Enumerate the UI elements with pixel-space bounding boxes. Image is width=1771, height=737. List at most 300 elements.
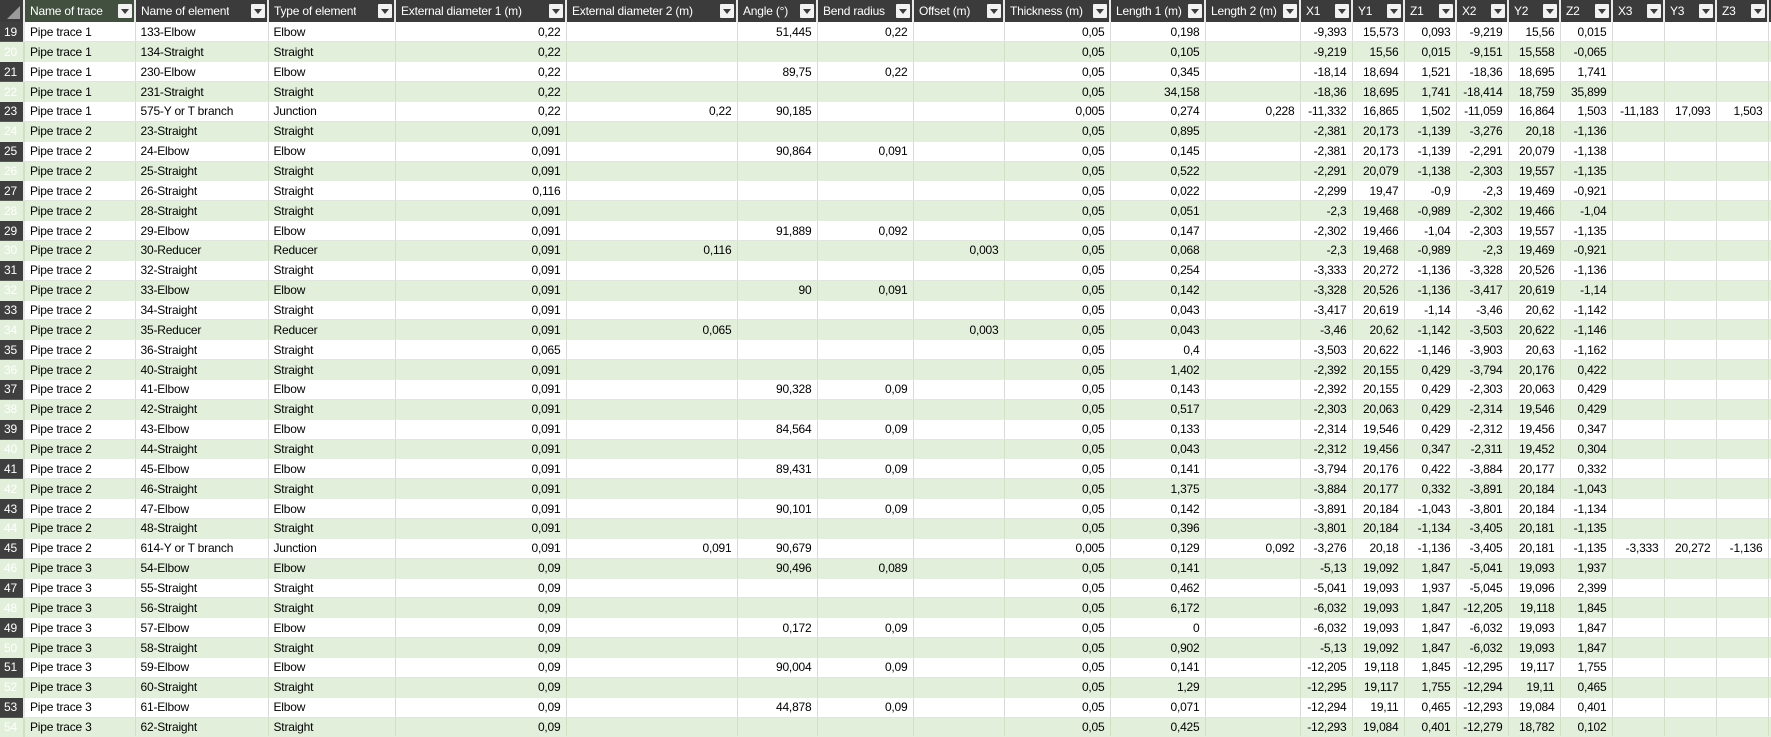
cell[interactable]: 2,399 <box>1560 578 1612 598</box>
cell[interactable]: 0,091 <box>395 459 566 479</box>
cell[interactable]: Straight <box>268 638 395 658</box>
cell[interactable] <box>913 360 1004 380</box>
cell[interactable]: 20,622 <box>1352 340 1404 360</box>
cell[interactable]: 0,092 <box>817 221 913 241</box>
cell[interactable] <box>1664 82 1716 102</box>
cell[interactable]: -3,328 <box>1456 260 1508 280</box>
row-header[interactable]: 43 <box>0 499 24 519</box>
cell[interactable]: 20,184 <box>1508 499 1560 519</box>
cell[interactable]: 19,093 <box>1508 558 1560 578</box>
cell[interactable]: 0,902 <box>1110 638 1205 658</box>
cell[interactable]: 0,003 <box>913 240 1004 260</box>
cell[interactable]: -1,136 <box>1716 538 1768 558</box>
cell[interactable]: 0,091 <box>395 161 566 181</box>
cell[interactable] <box>566 618 737 638</box>
cell[interactable] <box>817 399 913 419</box>
cell[interactable]: Straight <box>268 399 395 419</box>
cell[interactable] <box>737 399 817 419</box>
cell[interactable]: Pipe trace 2 <box>24 141 135 161</box>
cell[interactable]: 0,09 <box>395 717 566 737</box>
cell[interactable]: -12,279 <box>1456 717 1508 737</box>
cell[interactable]: 575-Y or T branch <box>135 101 268 121</box>
cell[interactable]: 0,147 <box>1110 221 1205 241</box>
cell[interactable]: -2,3 <box>1456 240 1508 260</box>
cell[interactable]: 19,47 <box>1352 181 1404 201</box>
cell[interactable]: 15,558 <box>1508 42 1560 62</box>
cell[interactable] <box>1664 240 1716 260</box>
cell[interactable]: 0,462 <box>1110 578 1205 598</box>
cell[interactable]: -2,312 <box>1300 439 1352 459</box>
cell[interactable]: 0,091 <box>395 201 566 221</box>
row-header[interactable]: 26 <box>0 161 24 181</box>
cell[interactable]: Pipe trace 3 <box>24 618 135 638</box>
cell[interactable]: 0,254 <box>1110 260 1205 280</box>
cell[interactable]: 614-Y or T branch <box>135 538 268 558</box>
cell[interactable] <box>1205 221 1300 241</box>
cell[interactable] <box>1612 677 1664 697</box>
cell[interactable] <box>1612 459 1664 479</box>
cell[interactable]: -3,794 <box>1456 360 1508 380</box>
cell[interactable]: 0,05 <box>1004 320 1110 340</box>
column-header-length-1-m[interactable] <box>1110 0 1205 22</box>
cell[interactable]: Straight <box>268 121 395 141</box>
cell[interactable]: 23-Straight <box>135 121 268 141</box>
cell[interactable]: -1,14 <box>1404 300 1456 320</box>
cell[interactable]: 19,084 <box>1352 717 1404 737</box>
cell[interactable] <box>1664 499 1716 519</box>
cell[interactable]: 90,185 <box>737 101 817 121</box>
cell[interactable]: -3,903 <box>1456 340 1508 360</box>
row-header[interactable]: 42 <box>0 479 24 499</box>
cell[interactable]: -9,393 <box>1300 22 1352 42</box>
cell[interactable]: -2,291 <box>1300 161 1352 181</box>
cell[interactable]: Pipe trace 2 <box>24 419 135 439</box>
cell[interactable]: 19,093 <box>1352 598 1404 618</box>
cell[interactable]: 1,502 <box>1404 101 1456 121</box>
cell[interactable]: 60-Straight <box>135 677 268 697</box>
cell[interactable]: 0,091 <box>395 260 566 280</box>
cell[interactable] <box>1664 518 1716 538</box>
cell[interactable]: 0,429 <box>1404 379 1456 399</box>
cell[interactable]: 20,184 <box>1352 499 1404 519</box>
cell[interactable]: 0,09 <box>395 658 566 678</box>
cell[interactable] <box>737 638 817 658</box>
cell[interactable] <box>1205 459 1300 479</box>
cell[interactable] <box>1664 22 1716 42</box>
cell[interactable]: 0,22 <box>395 22 566 42</box>
cell[interactable]: Pipe trace 3 <box>24 697 135 717</box>
cell[interactable] <box>913 558 1004 578</box>
cell[interactable] <box>737 598 817 618</box>
cell[interactable]: -3,333 <box>1612 538 1664 558</box>
cell[interactable]: 0,465 <box>1404 697 1456 717</box>
cell[interactable]: 90 <box>737 280 817 300</box>
cell[interactable]: 0,05 <box>1004 558 1110 578</box>
cell[interactable]: 84,564 <box>737 419 817 439</box>
row-header[interactable]: 53 <box>0 697 24 717</box>
cell[interactable] <box>566 578 737 598</box>
cell[interactable] <box>1664 638 1716 658</box>
filter-dropdown-icon[interactable] <box>1595 4 1609 18</box>
cell[interactable] <box>1664 618 1716 638</box>
cell[interactable] <box>1664 121 1716 141</box>
cell[interactable]: 20,184 <box>1352 518 1404 538</box>
column-header-x1[interactable] <box>1300 0 1352 22</box>
cell[interactable]: -3,276 <box>1456 121 1508 141</box>
cell[interactable]: 19,117 <box>1352 677 1404 697</box>
cell[interactable]: 40-Straight <box>135 360 268 380</box>
cell[interactable] <box>1716 518 1768 538</box>
cell[interactable] <box>737 300 817 320</box>
cell[interactable]: 0,091 <box>395 499 566 519</box>
cell[interactable] <box>566 161 737 181</box>
cell[interactable]: 0,429 <box>1560 399 1612 419</box>
cell[interactable] <box>566 141 737 161</box>
cell[interactable]: -12,295 <box>1456 658 1508 678</box>
cell[interactable] <box>913 181 1004 201</box>
cell[interactable]: -3,333 <box>1300 260 1352 280</box>
cell[interactable]: 25-Straight <box>135 161 268 181</box>
cell[interactable] <box>566 419 737 439</box>
cell[interactable]: 18,694 <box>1352 62 1404 82</box>
cell[interactable]: 20,079 <box>1352 161 1404 181</box>
cell[interactable] <box>566 340 737 360</box>
cell[interactable] <box>1205 618 1300 638</box>
cell[interactable]: Elbow <box>268 618 395 638</box>
cell[interactable]: 0,401 <box>1404 717 1456 737</box>
cell[interactable] <box>1664 479 1716 499</box>
cell[interactable] <box>1612 618 1664 638</box>
cell[interactable]: 19,118 <box>1352 658 1404 678</box>
cell[interactable]: 55-Straight <box>135 578 268 598</box>
cell[interactable] <box>913 201 1004 221</box>
cell[interactable] <box>1716 360 1768 380</box>
cell[interactable]: 0,091 <box>395 320 566 340</box>
cell[interactable] <box>737 201 817 221</box>
cell[interactable]: Straight <box>268 598 395 618</box>
cell[interactable] <box>1716 717 1768 737</box>
cell[interactable] <box>1716 578 1768 598</box>
cell[interactable]: Elbow <box>268 22 395 42</box>
cell[interactable]: 59-Elbow <box>135 658 268 678</box>
row-header[interactable]: 49 <box>0 618 24 638</box>
filter-dropdown-icon[interactable] <box>720 4 734 18</box>
cell[interactable] <box>1716 240 1768 260</box>
cell[interactable]: 0,09 <box>817 618 913 638</box>
cell[interactable]: -2,291 <box>1456 141 1508 161</box>
cell[interactable]: -1,146 <box>1560 320 1612 340</box>
cell[interactable] <box>913 459 1004 479</box>
cell[interactable]: 19,456 <box>1508 419 1560 439</box>
cell[interactable] <box>913 518 1004 538</box>
cell[interactable] <box>1205 658 1300 678</box>
cell[interactable]: 0,05 <box>1004 677 1110 697</box>
cell[interactable]: Straight <box>268 578 395 598</box>
cell[interactable]: 20,173 <box>1352 141 1404 161</box>
filter-dropdown-icon[interactable] <box>1543 4 1557 18</box>
cell[interactable] <box>913 280 1004 300</box>
cell[interactable]: -1,136 <box>1560 260 1612 280</box>
cell[interactable] <box>566 42 737 62</box>
cell[interactable]: -9,219 <box>1300 42 1352 62</box>
cell[interactable] <box>1716 260 1768 280</box>
cell[interactable]: Pipe trace 3 <box>24 598 135 618</box>
cell[interactable]: -2,314 <box>1456 399 1508 419</box>
cell[interactable] <box>1716 82 1768 102</box>
cell[interactable]: 0,05 <box>1004 638 1110 658</box>
cell[interactable]: 90,496 <box>737 558 817 578</box>
cell[interactable]: 0,091 <box>395 360 566 380</box>
cell[interactable] <box>817 161 913 181</box>
cell[interactable]: 0,05 <box>1004 121 1110 141</box>
cell[interactable] <box>1612 141 1664 161</box>
cell[interactable]: 0,05 <box>1004 360 1110 380</box>
cell[interactable] <box>1612 221 1664 241</box>
cell[interactable]: 1,845 <box>1404 658 1456 678</box>
cell[interactable]: 0,05 <box>1004 518 1110 538</box>
cell[interactable]: -2,303 <box>1456 221 1508 241</box>
cell[interactable]: -0,921 <box>1560 240 1612 260</box>
cell[interactable]: 19,468 <box>1352 240 1404 260</box>
cell[interactable] <box>1664 181 1716 201</box>
cell[interactable] <box>817 320 913 340</box>
cell[interactable]: Pipe trace 2 <box>24 300 135 320</box>
cell[interactable]: 29-Elbow <box>135 221 268 241</box>
cell[interactable]: 0,09 <box>817 419 913 439</box>
cell[interactable]: 0,05 <box>1004 141 1110 161</box>
cell[interactable]: 28-Straight <box>135 201 268 221</box>
cell[interactable]: Pipe trace 2 <box>24 439 135 459</box>
cell[interactable]: -1,136 <box>1404 280 1456 300</box>
cell[interactable]: -5,13 <box>1300 558 1352 578</box>
cell[interactable]: 0,09 <box>817 697 913 717</box>
cell[interactable]: -1,142 <box>1560 300 1612 320</box>
cell[interactable]: -3,794 <box>1300 459 1352 479</box>
cell[interactable] <box>1205 518 1300 538</box>
cell[interactable]: 0,05 <box>1004 161 1110 181</box>
cell[interactable] <box>1205 360 1300 380</box>
cell[interactable]: Elbow <box>268 558 395 578</box>
cell[interactable] <box>913 300 1004 320</box>
cell[interactable] <box>1716 677 1768 697</box>
cell[interactable]: 0,05 <box>1004 240 1110 260</box>
row-header[interactable]: 35 <box>0 340 24 360</box>
cell[interactable]: 0,091 <box>395 300 566 320</box>
cell[interactable]: 0,043 <box>1110 439 1205 459</box>
cell[interactable]: 0,091 <box>395 379 566 399</box>
cell[interactable] <box>1612 717 1664 737</box>
cell[interactable]: 0,091 <box>395 121 566 141</box>
cell[interactable]: 20,63 <box>1508 340 1560 360</box>
cell[interactable]: 0,05 <box>1004 181 1110 201</box>
cell[interactable] <box>817 240 913 260</box>
filter-dropdown-icon[interactable] <box>1439 4 1453 18</box>
cell[interactable]: 20,079 <box>1508 141 1560 161</box>
cell[interactable] <box>913 62 1004 82</box>
cell[interactable] <box>817 82 913 102</box>
filter-dropdown-icon[interactable] <box>1699 4 1713 18</box>
cell[interactable]: 20,155 <box>1352 379 1404 399</box>
cell[interactable]: 19,466 <box>1508 201 1560 221</box>
cell[interactable]: 15,573 <box>1352 22 1404 42</box>
cell[interactable] <box>1716 697 1768 717</box>
cell[interactable] <box>1205 42 1300 62</box>
cell[interactable]: -0,989 <box>1404 240 1456 260</box>
cell[interactable] <box>1716 340 1768 360</box>
cell[interactable]: 0,425 <box>1110 717 1205 737</box>
cell[interactable]: 0,091 <box>395 221 566 241</box>
cell[interactable]: 0,05 <box>1004 340 1110 360</box>
cell[interactable] <box>1664 201 1716 221</box>
cell[interactable]: 0,401 <box>1560 697 1612 717</box>
cell[interactable]: 1,847 <box>1404 618 1456 638</box>
row-header[interactable]: 47 <box>0 578 24 598</box>
cell[interactable] <box>913 499 1004 519</box>
cell[interactable]: -1,043 <box>1404 499 1456 519</box>
cell[interactable]: 20,619 <box>1352 300 1404 320</box>
column-header-x2[interactable] <box>1456 0 1508 22</box>
cell[interactable]: 0,228 <box>1205 101 1300 121</box>
cell[interactable]: -0,9 <box>1404 181 1456 201</box>
cell[interactable]: 0,065 <box>395 340 566 360</box>
cell[interactable]: Straight <box>268 42 395 62</box>
cell[interactable]: 34,158 <box>1110 82 1205 102</box>
cell[interactable] <box>817 439 913 459</box>
filter-dropdown-icon[interactable] <box>1188 4 1202 18</box>
cell[interactable]: 0,022 <box>1110 181 1205 201</box>
cell[interactable]: Reducer <box>268 240 395 260</box>
cell[interactable] <box>1612 62 1664 82</box>
cell[interactable]: 30-Reducer <box>135 240 268 260</box>
row-header[interactable]: 54 <box>0 717 24 737</box>
cell[interactable]: -2,303 <box>1456 379 1508 399</box>
cell[interactable]: 0,05 <box>1004 717 1110 737</box>
cell[interactable]: 0,133 <box>1110 419 1205 439</box>
cell[interactable] <box>1664 419 1716 439</box>
cell[interactable]: -1,134 <box>1560 499 1612 519</box>
filter-dropdown-icon[interactable] <box>378 4 392 18</box>
cell[interactable] <box>1205 240 1300 260</box>
cell[interactable]: -5,041 <box>1300 578 1352 598</box>
cell[interactable]: -11,183 <box>1612 101 1664 121</box>
cell[interactable] <box>1205 499 1300 519</box>
cell[interactable]: Pipe trace 2 <box>24 201 135 221</box>
cell[interactable] <box>1664 260 1716 280</box>
cell[interactable]: 34-Straight <box>135 300 268 320</box>
cell[interactable] <box>1716 22 1768 42</box>
cell[interactable]: 19,096 <box>1508 578 1560 598</box>
cell[interactable] <box>737 260 817 280</box>
cell[interactable]: Pipe trace 2 <box>24 221 135 241</box>
cell[interactable] <box>1716 121 1768 141</box>
cell[interactable] <box>1664 141 1716 161</box>
cell[interactable]: -3,405 <box>1456 538 1508 558</box>
cell[interactable] <box>1205 22 1300 42</box>
cell[interactable] <box>566 82 737 102</box>
cell[interactable]: 0,429 <box>1404 419 1456 439</box>
cell[interactable]: 0,396 <box>1110 518 1205 538</box>
cell[interactable]: -12,294 <box>1300 697 1352 717</box>
cell[interactable] <box>1612 439 1664 459</box>
cell[interactable] <box>566 221 737 241</box>
cell[interactable] <box>1716 618 1768 638</box>
cell[interactable]: 0,332 <box>1404 479 1456 499</box>
cell[interactable]: 16,865 <box>1352 101 1404 121</box>
cell[interactable]: Pipe trace 2 <box>24 181 135 201</box>
cell[interactable]: 18,695 <box>1508 62 1560 82</box>
cell[interactable] <box>1716 201 1768 221</box>
column-header-bend-radius[interactable] <box>817 0 913 22</box>
cell[interactable] <box>737 240 817 260</box>
cell[interactable] <box>1612 161 1664 181</box>
cell[interactable] <box>1664 558 1716 578</box>
row-header[interactable]: 48 <box>0 598 24 618</box>
cell[interactable] <box>566 479 737 499</box>
cell[interactable]: 0,345 <box>1110 62 1205 82</box>
cell[interactable] <box>913 638 1004 658</box>
cell[interactable] <box>1612 340 1664 360</box>
cell[interactable] <box>1716 598 1768 618</box>
cell[interactable] <box>1716 499 1768 519</box>
cell[interactable]: 51,445 <box>737 22 817 42</box>
cell[interactable]: 0,089 <box>817 558 913 578</box>
cell[interactable]: Elbow <box>268 221 395 241</box>
row-header[interactable]: 24 <box>0 121 24 141</box>
cell[interactable]: 0,093 <box>1404 22 1456 42</box>
cell[interactable]: 0,05 <box>1004 201 1110 221</box>
cell[interactable]: -2,303 <box>1300 399 1352 419</box>
cell[interactable]: Junction <box>268 101 395 121</box>
cell[interactable]: -3,891 <box>1456 479 1508 499</box>
cell[interactable]: 0,22 <box>817 62 913 82</box>
cell[interactable]: 15,56 <box>1352 42 1404 62</box>
cell[interactable] <box>1205 558 1300 578</box>
cell[interactable]: -1,135 <box>1560 538 1612 558</box>
cell[interactable]: -3,891 <box>1300 499 1352 519</box>
cell[interactable] <box>1664 340 1716 360</box>
cell[interactable]: 0,429 <box>1560 379 1612 399</box>
cell[interactable]: Straight <box>268 439 395 459</box>
cell[interactable] <box>1612 320 1664 340</box>
cell[interactable]: -2,3 <box>1456 181 1508 201</box>
cell[interactable]: 33-Elbow <box>135 280 268 300</box>
cell[interactable]: 0,05 <box>1004 260 1110 280</box>
cell[interactable] <box>566 22 737 42</box>
cell[interactable]: 0,05 <box>1004 22 1110 42</box>
cell[interactable] <box>1716 459 1768 479</box>
cell[interactable]: -1,136 <box>1560 121 1612 141</box>
cell[interactable] <box>817 101 913 121</box>
cell[interactable] <box>566 360 737 380</box>
cell[interactable]: Straight <box>268 201 395 221</box>
cell[interactable]: 0,005 <box>1004 538 1110 558</box>
cell[interactable] <box>817 201 913 221</box>
row-header[interactable]: 40 <box>0 439 24 459</box>
cell[interactable]: 20,526 <box>1508 260 1560 280</box>
cell[interactable]: 56-Straight <box>135 598 268 618</box>
cell[interactable] <box>566 558 737 578</box>
cell[interactable]: -3,503 <box>1300 340 1352 360</box>
cell[interactable]: 0,05 <box>1004 300 1110 320</box>
cell[interactable]: 0 <box>1110 618 1205 638</box>
row-header[interactable]: 51 <box>0 658 24 678</box>
cell[interactable]: -3,417 <box>1456 280 1508 300</box>
row-header[interactable]: 31 <box>0 260 24 280</box>
cell[interactable] <box>913 101 1004 121</box>
cell[interactable]: Straight <box>268 677 395 697</box>
cell[interactable]: -2,302 <box>1300 221 1352 241</box>
cell[interactable]: -3,276 <box>1300 538 1352 558</box>
